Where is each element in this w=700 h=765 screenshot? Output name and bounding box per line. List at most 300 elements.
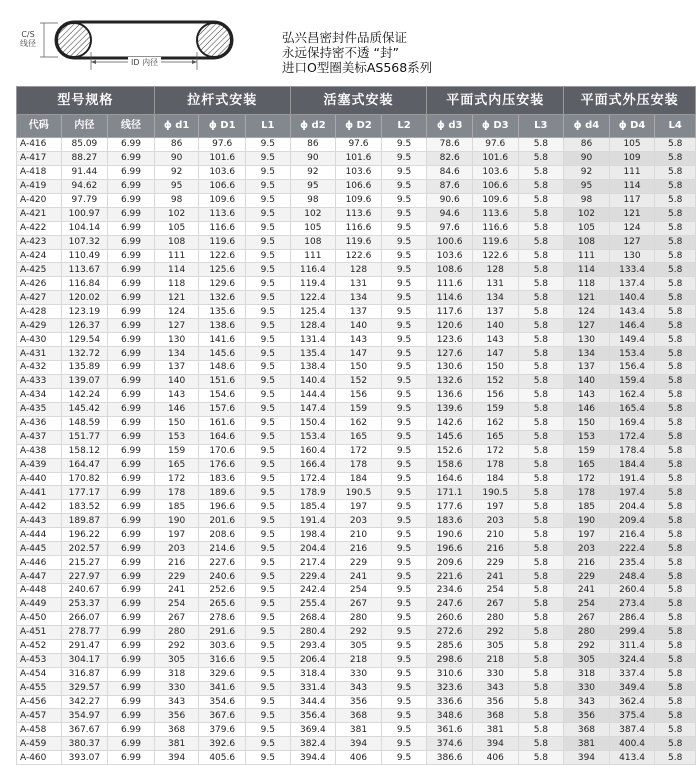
table-cell: 9.5	[246, 151, 291, 165]
table-cell: 131	[472, 277, 518, 291]
table-cell: 215.27	[61, 556, 108, 570]
table-cell: 162	[472, 416, 518, 430]
table-cell: 9.5	[246, 319, 291, 333]
table-cell: 103.6	[336, 165, 382, 179]
table-cell: 5.8	[655, 751, 696, 765]
table-cell: 9.5	[246, 263, 291, 277]
table-cell: 5.8	[518, 751, 564, 765]
table-cell: 9.5	[246, 333, 291, 347]
table-cell: 6.99	[108, 374, 155, 388]
table-row	[17, 514, 696, 528]
table-cell: 9.5	[246, 681, 291, 695]
table-cell: A-418	[17, 165, 62, 179]
table-cell: 150	[472, 361, 518, 375]
table-cell: 9.5	[381, 584, 427, 598]
table-cell: 165	[472, 430, 518, 444]
table-cell: 6.99	[108, 625, 155, 639]
table-cell: 143.4	[609, 305, 655, 319]
table-cell: 6.99	[108, 444, 155, 458]
table-cell: 169.4	[609, 416, 655, 430]
table-cell: 9.5	[381, 625, 427, 639]
table-cell: 113.67	[61, 263, 108, 277]
table-row	[17, 444, 696, 458]
table-cell: 5.8	[518, 402, 564, 416]
table-cell: 6.99	[108, 514, 155, 528]
table-cell: 120.02	[61, 291, 108, 305]
table-cell: 116.6	[336, 221, 382, 235]
table-cell: 5.8	[655, 639, 696, 653]
table-cell: 9.5	[381, 458, 427, 472]
table-cell: 153.4	[609, 347, 655, 361]
table-cell: A-460	[17, 751, 62, 765]
table-cell: 5.8	[518, 723, 564, 737]
table-cell: 141.6	[199, 333, 246, 347]
table-cell: 90	[154, 151, 199, 165]
group-header-row	[17, 87, 696, 115]
table-cell: 268.4	[290, 611, 336, 625]
table-cell: 178.4	[609, 444, 655, 458]
table-cell: 165.4	[609, 402, 655, 416]
table-cell: 139.07	[61, 374, 108, 388]
table-cell: 381	[336, 723, 382, 737]
table-row	[17, 584, 696, 598]
table-cell: 137	[154, 361, 199, 375]
table-cell: 5.8	[655, 249, 696, 263]
table-cell: 6.99	[108, 151, 155, 165]
table-cell: 9.5	[381, 751, 427, 765]
table-cell: 110.49	[61, 249, 108, 263]
table-cell: 116.4	[290, 263, 336, 277]
table-cell: 5.8	[655, 444, 696, 458]
table-cell: 9.5	[246, 528, 291, 542]
table-cell: 9.5	[381, 472, 427, 486]
table-cell: 113.6	[199, 207, 246, 221]
table-cell: 197	[336, 500, 382, 514]
table-cell: 159	[336, 402, 382, 416]
group-header-piston: 活塞式安装	[290, 87, 427, 115]
table-cell: A-438	[17, 444, 62, 458]
table-cell: 5.8	[655, 584, 696, 598]
table-cell: 178	[154, 486, 199, 500]
table-cell: 331.4	[290, 681, 336, 695]
table-cell: 379.6	[199, 723, 246, 737]
table-cell: 108	[154, 235, 199, 249]
table-cell: 5.8	[655, 291, 696, 305]
table-cell: 164.6	[199, 430, 246, 444]
table-cell: 137	[564, 361, 610, 375]
table-cell: 170.6	[199, 444, 246, 458]
table-row	[17, 597, 696, 611]
table-cell: 150	[154, 416, 199, 430]
table-cell: 9.5	[246, 625, 291, 639]
table-cell: 5.8	[655, 737, 696, 751]
column-header: ϕ D4	[609, 115, 655, 138]
table-cell: 122.6	[199, 249, 246, 263]
table-cell: 6.99	[108, 695, 155, 709]
table-cell: 216	[472, 542, 518, 556]
table-cell: A-436	[17, 416, 62, 430]
table-cell: 140	[564, 374, 610, 388]
table-cell: 113.6	[472, 207, 518, 221]
table-cell: 185	[564, 500, 610, 514]
table-cell: 5.8	[655, 556, 696, 570]
table-row	[17, 472, 696, 486]
table-cell: 137.4	[609, 277, 655, 291]
table-cell: 5.8	[518, 584, 564, 598]
table-cell: 139.6	[427, 402, 473, 416]
table-cell: 129.54	[61, 333, 108, 347]
table-cell: 101.6	[199, 151, 246, 165]
table-cell: 381	[472, 723, 518, 737]
table-cell: 9.5	[381, 667, 427, 681]
table-cell: 311.4	[609, 639, 655, 653]
table-cell: A-448	[17, 584, 62, 598]
table-cell: 6.99	[108, 305, 155, 319]
table-cell: 97.6	[472, 138, 518, 152]
table-cell: 9.5	[246, 584, 291, 598]
table-cell: 5.8	[655, 207, 696, 221]
table-cell: 147.4	[290, 402, 336, 416]
table-cell: 221.6	[427, 570, 473, 584]
table-cell: 9.5	[246, 305, 291, 319]
table-cell: 97.6	[427, 221, 473, 235]
table-cell: 118	[564, 277, 610, 291]
table-cell: 6.99	[108, 667, 155, 681]
table-cell: 159	[564, 444, 610, 458]
table-cell: 6.99	[108, 597, 155, 611]
table-cell: 5.8	[655, 528, 696, 542]
table-row	[17, 235, 696, 249]
table-cell: 9.5	[246, 388, 291, 402]
table-cell: 109.6	[199, 193, 246, 207]
table-cell: 368	[472, 709, 518, 723]
table-cell: 305	[564, 653, 610, 667]
table-cell: 5.8	[518, 695, 564, 709]
column-header: 内径	[61, 115, 108, 138]
table-cell: 229	[472, 556, 518, 570]
table-cell: 178	[472, 458, 518, 472]
table-cell: A-455	[17, 681, 62, 695]
table-cell: 5.8	[518, 305, 564, 319]
table-row	[17, 430, 696, 444]
table-cell: 101.6	[336, 151, 382, 165]
table-cell: 198.4	[290, 528, 336, 542]
table-cell: 162	[336, 416, 382, 430]
table-cell: 291.47	[61, 639, 108, 653]
table-cell: 124	[609, 221, 655, 235]
table-cell: 189.87	[61, 514, 108, 528]
table-cell: 130	[564, 333, 610, 347]
table-cell: A-450	[17, 611, 62, 625]
table-cell: 125.6	[199, 263, 246, 277]
header-slogan	[282, 30, 542, 75]
table-cell: 293.4	[290, 639, 336, 653]
table-cell: 217.4	[290, 556, 336, 570]
table-cell: 98	[564, 193, 610, 207]
table-cell: 123.6	[427, 333, 473, 347]
table-cell: 5.8	[518, 179, 564, 193]
table-cell: 98	[290, 193, 336, 207]
table-cell: 190.5	[472, 486, 518, 500]
cs-label: C/S 线径	[20, 30, 36, 48]
table-cell: 229	[154, 570, 199, 584]
table-cell: 6.99	[108, 165, 155, 179]
table-cell: A-442	[17, 500, 62, 514]
table-cell: 9.5	[246, 737, 291, 751]
table-cell: 6.99	[108, 249, 155, 263]
table-row	[17, 221, 696, 235]
table-cell: 393.07	[61, 751, 108, 765]
table-cell: 5.8	[518, 165, 564, 179]
table-cell: A-434	[17, 388, 62, 402]
table-cell: 153	[564, 430, 610, 444]
table-cell: 5.8	[518, 681, 564, 695]
table-cell: A-457	[17, 709, 62, 723]
table-cell: 229	[564, 570, 610, 584]
table-cell: 85.09	[61, 138, 108, 152]
table-row	[17, 263, 696, 277]
table-cell: 9.5	[381, 723, 427, 737]
column-header: 代码	[17, 115, 62, 138]
table-cell: 386.6	[427, 751, 473, 765]
table-row	[17, 277, 696, 291]
table-cell: 6.99	[108, 388, 155, 402]
table-cell: A-421	[17, 207, 62, 221]
table-cell: 367.6	[199, 709, 246, 723]
table-cell: 5.8	[655, 709, 696, 723]
table-cell: 5.8	[518, 374, 564, 388]
table-cell: 143	[336, 333, 382, 347]
table-cell: 330	[336, 667, 382, 681]
table-cell: 86	[564, 138, 610, 152]
table-cell: 127	[154, 319, 199, 333]
table-cell: 344.4	[290, 695, 336, 709]
table-row	[17, 179, 696, 193]
table-row	[17, 500, 696, 514]
table-cell: 106.6	[472, 179, 518, 193]
table-cell: 103.6	[472, 165, 518, 179]
table-cell: 318	[564, 667, 610, 681]
table-cell: 105	[290, 221, 336, 235]
table-cell: 201.6	[199, 514, 246, 528]
table-cell: 108	[564, 235, 610, 249]
table-cell: 273.4	[609, 597, 655, 611]
table-cell: 9.5	[381, 235, 427, 249]
column-header: L1	[246, 115, 291, 138]
table-cell: A-425	[17, 263, 62, 277]
table-cell: 5.8	[518, 597, 564, 611]
table-cell: 185	[154, 500, 199, 514]
table-cell: 316.6	[199, 653, 246, 667]
table-cell: 189.6	[199, 486, 246, 500]
table-row	[17, 374, 696, 388]
table-cell: 5.8	[518, 611, 564, 625]
table-cell: 5.8	[655, 695, 696, 709]
table-cell: 267	[154, 611, 199, 625]
table-cell: 196.6	[427, 542, 473, 556]
table-cell: 6.99	[108, 584, 155, 598]
table-row	[17, 458, 696, 472]
table-cell: 342.27	[61, 695, 108, 709]
table-cell: 108.6	[427, 263, 473, 277]
table-cell: 6.99	[108, 430, 155, 444]
table-cell: 394.4	[290, 751, 336, 765]
table-cell: 116.6	[199, 221, 246, 235]
table-cell: 9.5	[381, 681, 427, 695]
table-cell: 6.99	[108, 528, 155, 542]
id-label: ID 内径	[128, 57, 161, 68]
table-cell: 9.5	[381, 333, 427, 347]
table-cell: 406	[472, 751, 518, 765]
table-cell: 172	[154, 472, 199, 486]
table-cell: A-423	[17, 235, 62, 249]
table-cell: 5.8	[655, 374, 696, 388]
table-cell: 5.8	[655, 388, 696, 402]
table-cell: 329.57	[61, 681, 108, 695]
table-cell: 330	[564, 681, 610, 695]
table-cell: 6.99	[108, 277, 155, 291]
column-header: ϕ d2	[290, 115, 336, 138]
table-cell: 229	[336, 556, 382, 570]
table-row	[17, 151, 696, 165]
table-cell: 134	[472, 291, 518, 305]
table-cell: 184	[472, 472, 518, 486]
table-cell: 6.99	[108, 193, 155, 207]
table-cell: 5.8	[655, 500, 696, 514]
table-cell: 260.4	[609, 584, 655, 598]
table-cell: 107.32	[61, 235, 108, 249]
table-cell: 9.5	[246, 472, 291, 486]
table-cell: 222.4	[609, 542, 655, 556]
table-cell: 368	[336, 709, 382, 723]
table-cell: 9.5	[381, 500, 427, 514]
table-cell: 117.6	[427, 305, 473, 319]
table-cell: 203	[336, 514, 382, 528]
table-cell: 9.5	[246, 291, 291, 305]
table-cell: 9.5	[246, 500, 291, 514]
table-cell: 9.5	[246, 444, 291, 458]
table-cell: 265.6	[199, 597, 246, 611]
table-cell: 158.12	[61, 444, 108, 458]
table-cell: 343	[336, 681, 382, 695]
header-line-2: 永远保持密不透 “封”	[282, 45, 399, 60]
table-cell: 9.5	[246, 249, 291, 263]
table-cell: 241	[336, 570, 382, 584]
table-cell: 5.8	[655, 723, 696, 737]
table-cell: 9.5	[381, 486, 427, 500]
table-cell: 138.4	[290, 361, 336, 375]
table-cell: 5.8	[655, 416, 696, 430]
table-cell: 9.5	[246, 667, 291, 681]
table-cell: 5.8	[655, 653, 696, 667]
table-cell: 197	[154, 528, 199, 542]
table-cell: 285.6	[427, 639, 473, 653]
table-cell: 5.8	[518, 472, 564, 486]
table-cell: A-424	[17, 249, 62, 263]
table-cell: 109.6	[336, 193, 382, 207]
table-cell: 161.6	[199, 416, 246, 430]
table-cell: 6.99	[108, 458, 155, 472]
table-cell: 9.5	[246, 277, 291, 291]
table-cell: 172	[472, 444, 518, 458]
table-cell: 140.4	[290, 374, 336, 388]
table-cell: 5.8	[518, 430, 564, 444]
table-cell: 5.8	[655, 165, 696, 179]
table-cell: 9.5	[246, 611, 291, 625]
table-cell: 387.4	[609, 723, 655, 737]
table-cell: A-445	[17, 542, 62, 556]
table-cell: 6.99	[108, 653, 155, 667]
table-cell: 158.6	[427, 458, 473, 472]
table-cell: 9.5	[246, 402, 291, 416]
table-cell: 6.99	[108, 723, 155, 737]
table-cell: 234.6	[427, 584, 473, 598]
table-cell: 5.8	[518, 361, 564, 375]
table-row	[17, 138, 696, 152]
table-cell: 128.4	[290, 319, 336, 333]
table-row	[17, 388, 696, 402]
table-cell: 172	[336, 444, 382, 458]
table-cell: 177.17	[61, 486, 108, 500]
table-cell: 9.5	[381, 653, 427, 667]
table-cell: 9.5	[246, 179, 291, 193]
table-cell: 9.5	[381, 249, 427, 263]
table-cell: 134	[336, 291, 382, 305]
table-cell: 148.59	[61, 416, 108, 430]
table-cell: 134	[564, 347, 610, 361]
table-cell: 216	[564, 556, 610, 570]
table-cell: 114.6	[427, 291, 473, 305]
table-cell: 135.6	[199, 305, 246, 319]
table-cell: 304.17	[61, 653, 108, 667]
table-cell: 9.5	[381, 542, 427, 556]
table-cell: A-452	[17, 639, 62, 653]
table-cell: 254	[472, 584, 518, 598]
table-cell: 9.5	[381, 639, 427, 653]
table-cell: 103.6	[199, 165, 246, 179]
table-cell: 5.8	[518, 709, 564, 723]
table-cell: 9.5	[381, 430, 427, 444]
table-cell: A-447	[17, 570, 62, 584]
table-cell: 88.27	[61, 151, 108, 165]
table-row	[17, 625, 696, 639]
table-cell: 6.99	[108, 235, 155, 249]
table-cell: 380.37	[61, 737, 108, 751]
table-cell: 160.4	[290, 444, 336, 458]
table-cell: 374.6	[427, 737, 473, 751]
table-cell: 9.5	[246, 193, 291, 207]
table-row	[17, 751, 696, 765]
table-cell: 122.4	[290, 291, 336, 305]
table-cell: 124	[154, 305, 199, 319]
table-cell: 9.5	[246, 486, 291, 500]
table-cell: 9.5	[381, 374, 427, 388]
table-cell: 102	[290, 207, 336, 221]
table-cell: 145.6	[427, 430, 473, 444]
table-cell: 184.4	[609, 458, 655, 472]
table-cell: 108	[290, 235, 336, 249]
table-cell: 150	[336, 361, 382, 375]
table-cell: 95	[564, 179, 610, 193]
table-cell: 9.5	[246, 570, 291, 584]
table-cell: 9.5	[246, 361, 291, 375]
table-cell: 394	[154, 751, 199, 765]
table-cell: 266.07	[61, 611, 108, 625]
table-cell: 292	[154, 639, 199, 653]
table-cell: 97.79	[61, 193, 108, 207]
group-header-face-internal: 平面式内压安装	[427, 87, 564, 115]
table-cell: 5.8	[655, 151, 696, 165]
